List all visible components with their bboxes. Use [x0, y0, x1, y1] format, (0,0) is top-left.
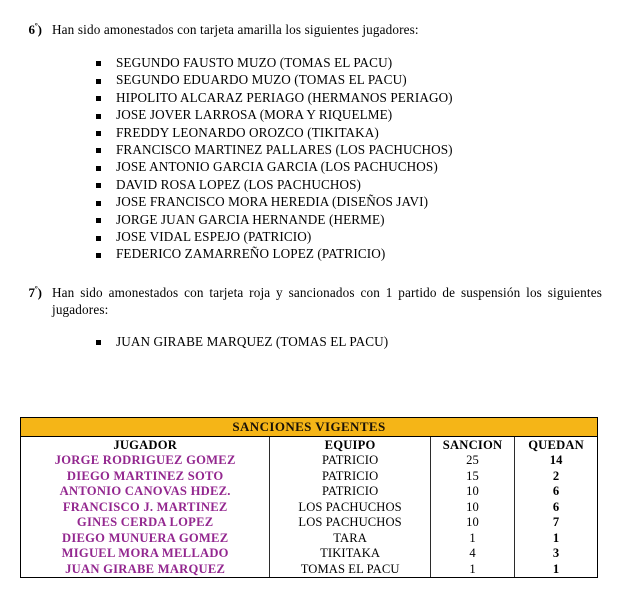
square-bullet-icon [96, 56, 116, 72]
square-bullet-icon [96, 73, 116, 89]
clause-7-number-value: 7 [28, 285, 36, 300]
cell-quedan: 14 [549, 453, 563, 467]
square-bullet-icon [96, 91, 116, 107]
clause-6 [0, 21, 602, 38]
column-header-quedan: QUEDAN [528, 438, 584, 452]
table-row [21, 546, 597, 562]
player-name: JORGE JUAN GARCIA HERNANDE (HERME) [116, 211, 385, 227]
player-name: DAVID ROSA LOPEZ (LOS PACHUCHOS) [116, 176, 362, 192]
cell-jugador: JUAN GIRABE MARQUEZ [21, 562, 270, 578]
cell-equipo: TOMAS EL PACU [270, 562, 431, 578]
list-item [96, 90, 453, 107]
cell-jugador: GINES CERDA LOPEZ [21, 515, 270, 531]
clause-6-number [0, 21, 52, 38]
player-name: HIPOLITO ALCARAZ PERIAGO (HERMANOS PERIAGO) [116, 89, 453, 105]
table-title: SANCIONES VIGENTES [21, 418, 597, 437]
player-name: JOSE FRANCISCO MORA HEREDIA (DISEÑOS JAVI) [116, 194, 429, 210]
cell-equipo: PATRICIO [270, 453, 431, 469]
yellow-card-player-list [96, 55, 453, 264]
square-bullet-icon [96, 143, 116, 159]
column-header-equipo: EQUIPO [270, 437, 431, 454]
list-item [96, 212, 453, 229]
clause-7-ordinal-mark: º [35, 284, 38, 294]
table-row [21, 453, 597, 469]
clause-6-text: Han sido amonestados con tarjeta amarilla los siguientes jugadores: [52, 22, 419, 37]
list-item [96, 159, 453, 176]
table-row [21, 484, 597, 500]
cell-equipo: PATRICIO [270, 484, 431, 500]
table-row [21, 515, 597, 531]
table-header-row [21, 437, 597, 454]
cell-sancion: 10 [430, 515, 514, 531]
player-name: FEDERICO ZAMARREÑO LOPEZ (PATRICIO) [116, 246, 386, 262]
cell-jugador: DIEGO MUNUERA GOMEZ [21, 531, 270, 547]
square-bullet-icon [96, 335, 116, 351]
column-header-sancion: SANCION [430, 437, 514, 454]
cell-sancion: 10 [430, 484, 514, 500]
cell-equipo: PATRICIO [270, 469, 431, 485]
cell-quedan: 6 [552, 499, 560, 514]
cell-jugador: ANTONIO CANOVAS HDEZ. [21, 484, 270, 500]
square-bullet-icon [96, 247, 116, 263]
list-item [96, 125, 453, 142]
clause-6-number-suffix: ) [37, 22, 42, 37]
list-item [96, 55, 453, 72]
square-bullet-icon [96, 213, 116, 229]
list-item [96, 177, 453, 194]
table-row [21, 531, 597, 547]
square-bullet-icon [96, 108, 116, 124]
cell-sancion: 1 [430, 531, 514, 547]
cell-equipo: TARA [270, 531, 431, 547]
cell-jugador: DIEGO MARTINEZ SOTO [21, 469, 270, 485]
clause-7 [0, 284, 602, 318]
square-bullet-icon [96, 195, 116, 211]
cell-sancion: 1 [430, 562, 514, 578]
table-row [21, 562, 597, 578]
sanciones-vigentes-table [20, 417, 598, 578]
square-bullet-icon [96, 178, 116, 194]
red-card-player-list [96, 334, 388, 351]
cell-quedan: 7 [552, 515, 560, 529]
list-item [96, 107, 453, 124]
player-name: SEGUNDO FAUSTO MUZO (TOMAS EL PACU) [116, 55, 393, 70]
cell-sancion: 4 [430, 546, 514, 562]
cell-sancion: 15 [430, 469, 514, 485]
cell-equipo: LOS PACHUCHOS [270, 515, 431, 531]
player-name: FRANCISCO MARTINEZ PALLARES (LOS PACHUCHOS) [116, 142, 453, 158]
column-header-jugador: JUGADOR [21, 437, 270, 454]
table-title-row [21, 418, 597, 437]
player-name: JUAN GIRABE MARQUEZ (TOMAS EL PACU) [116, 334, 389, 349]
cell-quedan: 1 [552, 561, 560, 576]
clause-7-number [0, 284, 52, 301]
table-row [21, 469, 597, 485]
cell-quedan: 2 [552, 468, 560, 483]
list-item [96, 142, 453, 159]
clause-7-number-suffix: ) [37, 285, 42, 300]
cell-jugador: JORGE RODRIGUEZ GOMEZ [21, 453, 270, 469]
cell-jugador: FRANCISCO J. MARTINEZ [21, 500, 270, 516]
square-bullet-icon [96, 160, 116, 176]
cell-jugador: MIGUEL MORA MELLADO [21, 546, 270, 562]
square-bullet-icon [96, 230, 116, 246]
list-item [96, 246, 453, 263]
list-item [96, 334, 388, 351]
cell-equipo: TIKITAKA [270, 546, 431, 562]
player-name: JOSE ANTONIO GARCIA GARCIA (LOS PACHUCHOS) [116, 159, 438, 175]
cell-sancion: 10 [430, 500, 514, 516]
list-item [96, 229, 453, 246]
table-row [21, 500, 597, 516]
player-name: SEGUNDO EDUARDO MUZO (TOMAS EL PACU) [116, 72, 407, 88]
clause-7-text: Han sido amonestados con tarjeta roja y sancionados con 1 partido de suspensión los siguientes jugadores: [52, 285, 602, 317]
square-bullet-icon [96, 126, 116, 142]
list-item [96, 194, 453, 211]
cell-quedan: 6 [552, 484, 560, 498]
player-name: JOSE JOVER LARROSA (MORA Y RIQUELME) [116, 107, 393, 123]
cell-equipo: LOS PACHUCHOS [270, 500, 431, 516]
clause-6-ordinal-mark: º [35, 21, 38, 31]
cell-quedan: 3 [552, 546, 560, 560]
player-name: FREDDY LEONARDO OROZCO (TIKITAKA) [116, 124, 379, 140]
player-name: JOSE VIDAL ESPEJO (PATRICIO) [116, 229, 312, 245]
list-item [96, 72, 453, 89]
cell-sancion: 25 [430, 453, 514, 469]
clause-6-number-value: 6 [28, 22, 36, 37]
cell-quedan: 1 [552, 530, 560, 545]
